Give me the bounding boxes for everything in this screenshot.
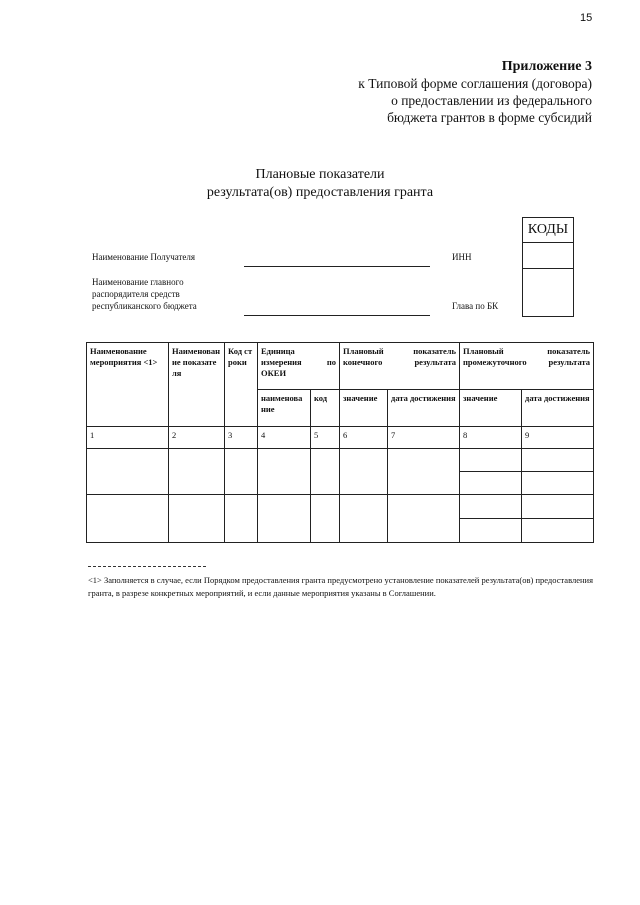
- manager-label-line-2: распорядителя средств: [92, 289, 180, 299]
- header-row-code: Код строки: [225, 343, 258, 427]
- manager-label-line-1: Наименование главного: [92, 277, 184, 287]
- header-final-date: дата достижения: [388, 390, 460, 427]
- table-cell[interactable]: [460, 495, 522, 519]
- table-cell[interactable]: [388, 449, 460, 495]
- header-unit-name: наименование: [258, 390, 311, 427]
- table-cell[interactable]: [87, 449, 169, 495]
- appendix-line-3: бюджета грантов в форме субсидий: [387, 110, 592, 125]
- header-final-value: значение: [340, 390, 388, 427]
- manager-field[interactable]: [244, 315, 430, 316]
- col-number: 2: [169, 427, 225, 449]
- col-number: 6: [340, 427, 388, 449]
- title-line-2: результата(ов) предоставления гранта: [206, 185, 434, 200]
- codes-box: [522, 217, 574, 317]
- table-cell[interactable]: [258, 449, 311, 495]
- appendix-line-1: к Типовой форме соглашения (договора): [358, 76, 592, 91]
- page-number: 15: [580, 12, 593, 24]
- table-cell[interactable]: [522, 495, 594, 519]
- table-cell[interactable]: [225, 495, 258, 543]
- table-cell[interactable]: [388, 495, 460, 543]
- inn-label: ИНН: [452, 252, 472, 262]
- col-number: 3: [225, 427, 258, 449]
- table-cell[interactable]: [460, 472, 522, 495]
- title-line-1: Плановые показатели: [255, 167, 385, 182]
- manager-label: [92, 276, 197, 312]
- header-indicator-name: Наименование показателя: [169, 343, 225, 427]
- document-title: [0, 166, 640, 202]
- col-number: 8: [460, 427, 522, 449]
- col-number: 9: [522, 427, 594, 449]
- footnote-separator: [88, 566, 206, 567]
- bk-label: Глава по БК: [452, 301, 499, 311]
- table-cell[interactable]: [522, 472, 594, 495]
- footnote: <1> Заполняется в случае, если Порядком предоставления гранта предусмотрено установление показателей результата(ов) предоставления гранта, в разрезе конкретных мероприятий, и если данные мероприятия указаны в Соглашении.: [88, 575, 593, 598]
- recipient-field[interactable]: [244, 266, 430, 267]
- table-cell[interactable]: [340, 495, 388, 543]
- appendix-block: [358, 58, 592, 126]
- col-number: 1: [87, 427, 169, 449]
- table-cell[interactable]: [169, 495, 225, 543]
- header-interim-result: Плановый показатель промежуточного результата: [460, 343, 594, 390]
- recipient-label: Наименование Получателя: [92, 252, 196, 262]
- header-event-name: Наименование мероприятия <1>: [87, 343, 169, 427]
- header-interim-value: значение: [460, 390, 522, 427]
- table-cell[interactable]: [522, 519, 594, 543]
- appendix-line-2: о предоставлении из федерального: [391, 93, 592, 108]
- table-cell[interactable]: [225, 449, 258, 495]
- table-cell[interactable]: [311, 495, 340, 543]
- appendix-heading: Приложение 3: [501, 59, 592, 74]
- col-number: 7: [388, 427, 460, 449]
- table-cell[interactable]: [460, 519, 522, 543]
- table-cell[interactable]: [169, 449, 225, 495]
- table-cell[interactable]: [522, 449, 594, 472]
- table-cell[interactable]: [311, 449, 340, 495]
- col-number: 4: [258, 427, 311, 449]
- header-unit-okei: Единица измерения по ОКЕИ: [258, 343, 340, 390]
- manager-label-line-3: республиканского бюджета: [92, 301, 197, 311]
- header-interim-date: дата достижения: [522, 390, 594, 427]
- header-final-result: Плановый показатель конечного результата: [340, 343, 460, 390]
- table-cell[interactable]: [340, 449, 388, 495]
- table-cell[interactable]: [87, 495, 169, 543]
- code-cell-inn[interactable]: [523, 243, 574, 269]
- col-number: 5: [311, 427, 340, 449]
- header-unit-code: код: [311, 390, 340, 427]
- code-cell-bk[interactable]: [523, 269, 574, 317]
- table-cell[interactable]: [460, 449, 522, 472]
- indicators-table: [86, 342, 593, 543]
- table-cell[interactable]: [258, 495, 311, 543]
- codes-header: КОДЫ: [523, 218, 574, 243]
